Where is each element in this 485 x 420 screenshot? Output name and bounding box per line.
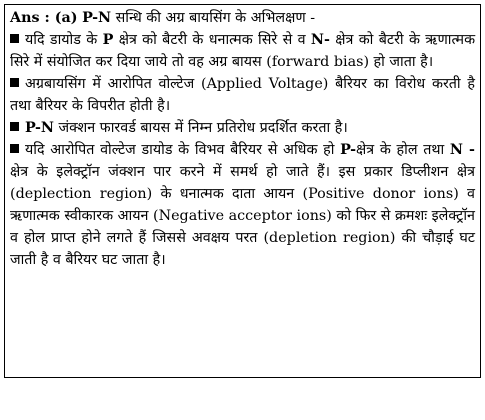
point-3: P-N जंक्शन फारवर्ड बायस में निम्न प्रतिरोध प्रदर्शित करता है। [10, 117, 475, 139]
square-bullet-icon [10, 122, 19, 131]
answer-title: सन्धि की अग्र बायसिंग के अभिलक्षण - [115, 10, 316, 26]
square-bullet-icon [10, 34, 19, 43]
point-2: अग्रबायसिंग में आरोपित वोल्टेज (Applied Voltage) बैरियर का विरोध करती है तथा बैरियर के विपरीत होती है। [10, 76, 475, 114]
square-bullet-icon [10, 144, 19, 153]
point-1: यदि डायोड के P क्षेत्र को बैटरी के धनात्मक सिरे से व N- क्षेत्र को बैटरी के ऋणात्मक सिरे में संयोजित कर दिया जाये तो वह अग्र बायस (forward bias) हो जाता है। [10, 32, 476, 70]
square-bullet-icon [10, 78, 19, 87]
point-4: यदि आरोपित वोल्टेज डायोड के विभव बैरियर से अधिक हो P-क्षेत्र के होल तथा N - क्षेत्र के इलेक्ट्रॉन जंक्शन पार करने में समर्थ हो जाते हैं। इस प्रकार डिप्लीशन क्षेत्र (deplection region) के धनात्मक दाता आयन (Positive donor ions) व ऋणात्मक स्वीकारक आयन (Negative acceptor ions) को फिर से क्रमशः इलेक्ट्रॉन व होल प्राप्त होने लगते हैं जिससे अवक्षय परत (depletion region) की चौड़ाई घट जाती है व बैरियर घट जाता है। [10, 142, 475, 268]
answer-heading [10, 7, 475, 29]
answer-label: Ans : (a) [10, 10, 78, 26]
answer-title-term: P-N [82, 10, 112, 26]
answer-box [4, 4, 481, 378]
